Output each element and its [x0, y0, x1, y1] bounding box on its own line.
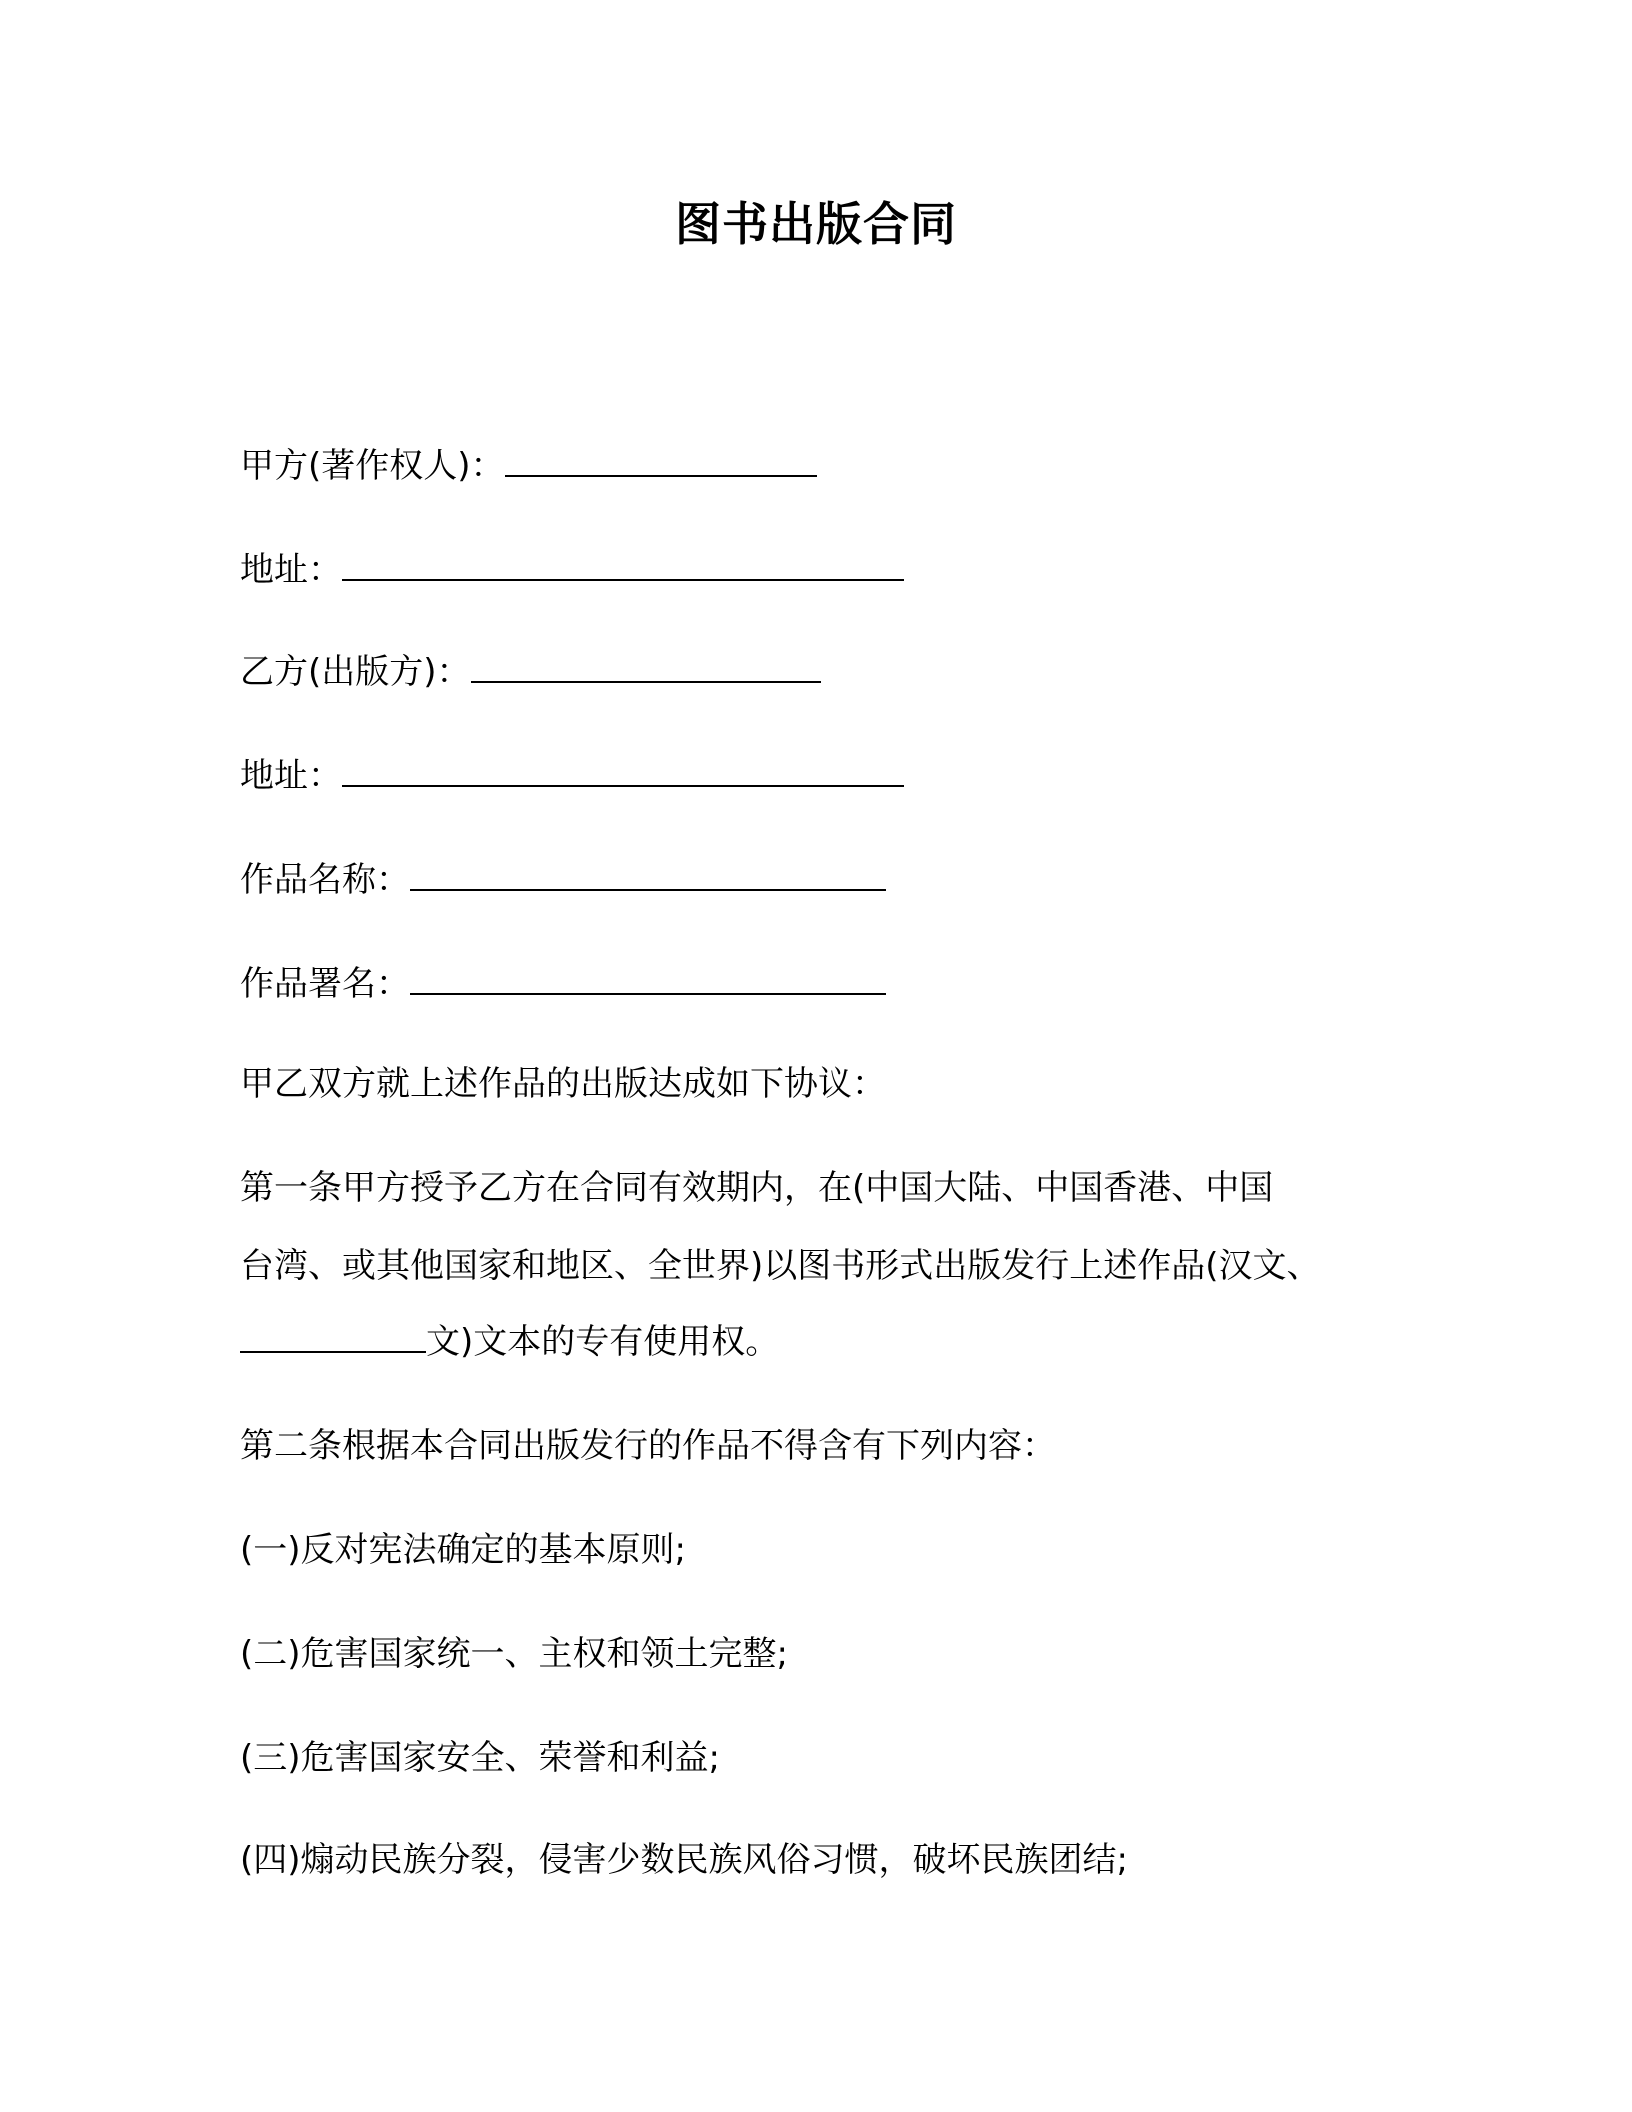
article2-text: 第二条根据本合同出版发行的作品不得含有下列内容：	[240, 1426, 1056, 1466]
party-a-address-label: 地址：	[240, 550, 342, 590]
list-item: (一)反对宪法确定的基本原则;	[240, 1530, 686, 1570]
document-title: 图书出版合同	[675, 197, 957, 251]
party-a-blank[interactable]	[505, 445, 817, 477]
party-b-address-label: 地址：	[240, 756, 342, 796]
party-a-address-blank[interactable]	[342, 549, 904, 581]
article1-line2: 台湾、或其他国家和地区、全世界)以图书形式出版发行上述作品(汉文、	[240, 1246, 1321, 1286]
article1-line3-text: 文)文本的专有使用权。	[426, 1322, 780, 1362]
article1-line3	[240, 1320, 779, 1364]
language-blank[interactable]	[240, 1321, 426, 1353]
intro-text: 甲乙双方就上述作品的出版达成如下协议：	[240, 1064, 886, 1104]
party-a-label: 甲方(著作权人)：	[240, 446, 505, 486]
list-item: (三)危害国家安全、荣誉和利益;	[240, 1738, 720, 1778]
article1-line1: 第一条甲方授予乙方在合同有效期内，在(中国大陆、中国香港、中国	[240, 1168, 1274, 1208]
list-item: (四)煽动民族分裂，侵害少数民族风俗习惯，破坏民族团结;	[240, 1840, 1128, 1880]
party-a-address-field	[240, 548, 904, 592]
party-a-field	[240, 444, 817, 488]
party-b-field	[240, 650, 821, 694]
party-b-address-field	[240, 754, 904, 798]
work-author-field	[240, 962, 886, 1006]
work-title-label: 作品名称：	[240, 860, 410, 900]
work-title-field	[240, 858, 886, 902]
list-item: (二)危害国家统一、主权和领土完整;	[240, 1634, 788, 1674]
work-author-blank[interactable]	[410, 963, 886, 995]
party-b-blank[interactable]	[471, 651, 821, 683]
party-b-label: 乙方(出版方)：	[240, 652, 471, 692]
work-author-label: 作品署名：	[240, 964, 410, 1004]
work-title-blank[interactable]	[410, 859, 886, 891]
party-b-address-blank[interactable]	[342, 755, 904, 787]
